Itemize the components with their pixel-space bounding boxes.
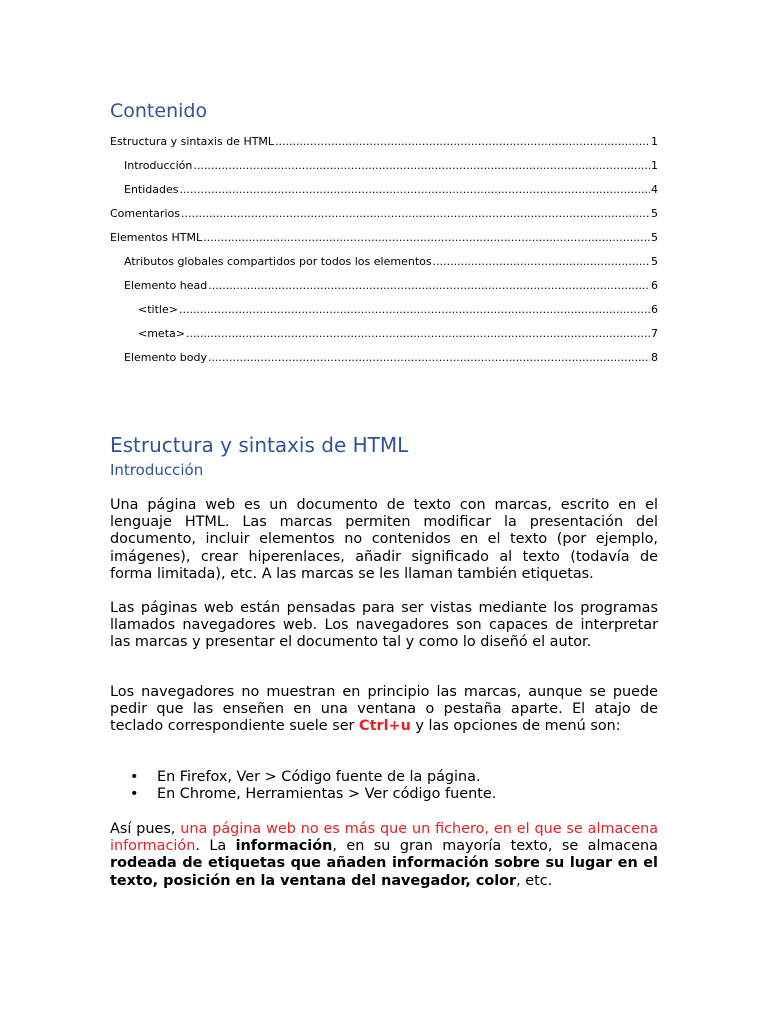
bullet-list bbox=[110, 769, 658, 803]
list-item-text: En Chrome, Herramientas > Ver código fuente. bbox=[157, 786, 497, 803]
toc-entry[interactable] bbox=[110, 322, 658, 346]
toc-entry-label: Introducción bbox=[124, 159, 193, 172]
paragraph-text: . La bbox=[195, 838, 236, 855]
toc-page-number: 6 bbox=[651, 279, 658, 292]
toc-page-number: 5 bbox=[651, 207, 658, 220]
toc-leader bbox=[208, 274, 650, 298]
bullet-icon: • bbox=[130, 769, 139, 785]
paragraph-shortcut bbox=[110, 684, 658, 736]
highlighted-text: una página web no es más que un fichero, en el que se almacena información bbox=[110, 821, 659, 855]
list-item bbox=[110, 769, 658, 786]
toc-leader bbox=[181, 202, 650, 226]
toc-leader bbox=[193, 154, 650, 178]
paragraph-intro: Una página web es un documento de texto con marcas, escrito en el lenguaje HTML. Las marcas permiten modificar la presentación del documento, incluir elementos no contenidos en el texto (por ejemplo, imágenes), crear hiperenlaces, añadir significado al texto (todavía de forma limitada), etc. A las marcas se les llaman también etiquetas. bbox=[110, 497, 658, 582]
toc-entry-label: Elementos HTML bbox=[110, 231, 203, 244]
toc-entry-label: Elemento head bbox=[124, 279, 208, 292]
toc-entry[interactable] bbox=[110, 202, 658, 226]
toc-page-number: 4 bbox=[651, 183, 658, 196]
toc-page-number: 1 bbox=[651, 159, 658, 172]
paragraph-text: Así pues, bbox=[110, 821, 181, 837]
toc-entry[interactable] bbox=[110, 250, 658, 274]
paragraph-browsers: Las páginas web están pensadas para ser vistas mediante los programas llamados navegadores web. Los navegadores son capaces de interpretar las marcas y presentar el documento tal y como lo diseñó el autor. bbox=[110, 600, 658, 651]
toc-entry-label: <meta> bbox=[138, 327, 185, 340]
table-of-contents bbox=[110, 98, 658, 370]
toc-leader bbox=[208, 346, 650, 370]
toc-entry[interactable] bbox=[110, 226, 658, 250]
paragraph-text: , etc. bbox=[516, 872, 553, 889]
toc-leader bbox=[179, 298, 650, 322]
toc-entry-label: <title> bbox=[138, 303, 178, 316]
paragraph-text: Los navegadores no muestran en principio las marcas, aunque se puede pedir que las enseñen en una ventana o pestaña aparte. El atajo de teclado correspondiente suele ser bbox=[110, 684, 658, 735]
toc-page-number: 6 bbox=[651, 303, 658, 316]
toc-page-number: 7 bbox=[651, 327, 658, 340]
paragraph-text: , en su gran mayoría texto, se almacena bbox=[332, 838, 658, 855]
toc-leader bbox=[186, 322, 650, 346]
toc-entry[interactable] bbox=[110, 298, 658, 322]
bold-text: información bbox=[235, 838, 333, 855]
keyboard-shortcut: Ctrl+u bbox=[359, 718, 411, 735]
toc-page-number: 1 bbox=[651, 135, 658, 148]
toc-entry-label: Elemento body bbox=[124, 351, 207, 364]
toc-entry-label: Atributos globales compartidos por todos los elementos bbox=[124, 255, 432, 268]
toc-list bbox=[110, 130, 658, 370]
toc-page-number: 5 bbox=[651, 231, 658, 244]
toc-leader bbox=[433, 250, 650, 274]
toc-entry[interactable] bbox=[110, 346, 658, 370]
toc-entry-label: Comentarios bbox=[110, 207, 180, 220]
section-heading: Estructura y sintaxis de HTML bbox=[110, 433, 409, 457]
toc-leader bbox=[203, 226, 650, 250]
bold-text: rodeada de etiquetas que añaden información sobre su lugar en el texto, posición en la ventana del navegador, color bbox=[110, 855, 658, 889]
toc-page-number: 5 bbox=[651, 255, 658, 268]
toc-leader bbox=[180, 178, 651, 202]
section-subheading: Introducción bbox=[110, 461, 204, 479]
list-item bbox=[110, 786, 658, 803]
toc-title: Contenido bbox=[110, 100, 208, 122]
toc-entry[interactable] bbox=[110, 178, 658, 202]
toc-entry-label: Estructura y sintaxis de HTML bbox=[110, 135, 275, 148]
paragraph-summary bbox=[110, 821, 658, 890]
toc-entry[interactable] bbox=[110, 154, 658, 178]
toc-leader bbox=[275, 130, 650, 154]
list-item-text: En Firefox, Ver > Código fuente de la página. bbox=[157, 769, 481, 785]
toc-entry[interactable] bbox=[110, 130, 658, 154]
toc-entry-label: Entidades bbox=[124, 183, 179, 196]
paragraph-text: y las opciones de menú son: bbox=[410, 718, 621, 735]
toc-page-number: 8 bbox=[651, 351, 658, 364]
bullet-icon: • bbox=[130, 786, 139, 803]
toc-entry[interactable] bbox=[110, 274, 658, 298]
